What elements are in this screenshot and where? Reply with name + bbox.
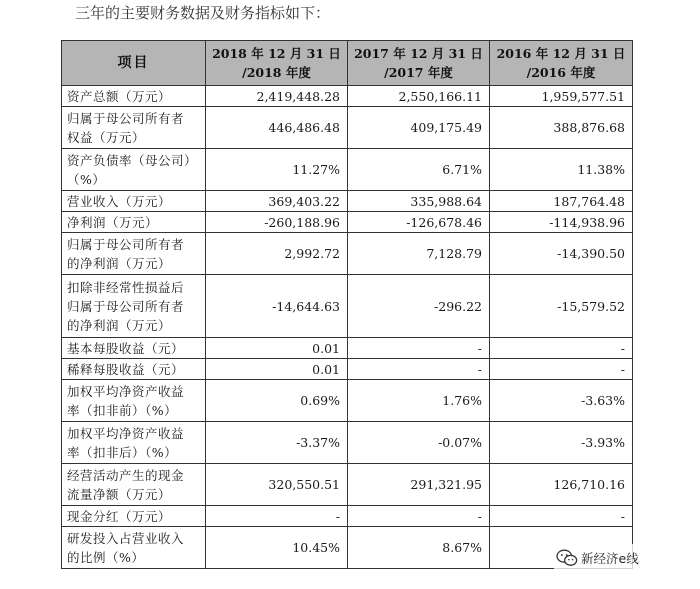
cell-2018: 0.01	[206, 359, 348, 380]
table-row	[62, 233, 633, 275]
cell-2018: -3.37%	[206, 422, 348, 464]
table-row	[62, 527, 633, 569]
row-label: 经营活动产生的现金 流量净额（万元）	[62, 464, 206, 506]
row-label: 稀释每股收益（元）	[62, 359, 206, 380]
wechat-icon	[556, 548, 578, 568]
row-label: 归属于母公司所有者 的净利润（万元）	[62, 233, 206, 275]
row-label: 加权平均净资产收益 率（扣非后）（%）	[62, 422, 206, 464]
cell-2017: -296.22	[348, 275, 490, 338]
cell-2018: 0.01	[206, 338, 348, 359]
watermark	[554, 544, 643, 572]
cell-2016: 187,764.48	[490, 191, 633, 212]
cell-2017: -126,678.46	[348, 212, 490, 233]
header-2016: 2016 年 12 月 31 日 /2016 年度	[490, 41, 633, 86]
cell-2017: 6.71%	[348, 149, 490, 191]
cell-2016: -	[490, 359, 633, 380]
cell-2018: 446,486.48	[206, 107, 348, 149]
row-label: 净利润（万元）	[62, 212, 206, 233]
cell-2016: 1,959,577.51	[490, 86, 633, 107]
cell-2017: -	[348, 338, 490, 359]
header-2018: 2018 年 12 月 31 日 /2018 年度	[206, 41, 348, 86]
table-row	[62, 338, 633, 359]
cell-2016: -14,390.50	[490, 233, 633, 275]
row-label: 营业收入（万元）	[62, 191, 206, 212]
row-label: 资产总额（万元）	[62, 86, 206, 107]
table-row	[62, 212, 633, 233]
cell-2016: 388,876.68	[490, 107, 633, 149]
row-label: 基本每股收益（元）	[62, 338, 206, 359]
cell-2018: 369,403.22	[206, 191, 348, 212]
cell-2017: 335,988.64	[348, 191, 490, 212]
cell-2016: 126,710.16	[490, 464, 633, 506]
cell-2017: -	[348, 506, 490, 527]
cell-2018: 10.45%	[206, 527, 348, 569]
row-label: 扣除非经常性损益后 归属于母公司所有者 的净利润（万元）	[62, 275, 206, 338]
cell-2018: 2,419,448.28	[206, 86, 348, 107]
cell-2017: 8.67%	[348, 527, 490, 569]
table-row	[62, 191, 633, 212]
cell-2018: 2,992.72	[206, 233, 348, 275]
cell-2017: -	[348, 359, 490, 380]
header-2017: 2017 年 12 月 31 日 /2017 年度	[348, 41, 490, 86]
cell-2018: 320,550.51	[206, 464, 348, 506]
cell-2018: 11.27%	[206, 149, 348, 191]
financial-table	[61, 40, 633, 569]
row-label: 研发投入占营业收入 的比例（%）	[62, 527, 206, 569]
watermark-text: 新经济e线	[581, 551, 639, 566]
cell-2017: -0.07%	[348, 422, 490, 464]
intro-text: 三年的主要财务数据及财务指标如下：	[75, 4, 331, 22]
table-row	[62, 86, 633, 107]
cell-2017: 2,550,166.11	[348, 86, 490, 107]
cell-2016: -3.93%	[490, 422, 633, 464]
cell-2018: 0.69%	[206, 380, 348, 422]
table-row	[62, 275, 633, 338]
cell-2016: -15,579.52	[490, 275, 633, 338]
cell-2017: 291,321.95	[348, 464, 490, 506]
row-label: 加权平均净资产收益 率（扣非前）（%）	[62, 380, 206, 422]
cell-2016: -	[490, 506, 633, 527]
row-label: 现金分红（万元）	[62, 506, 206, 527]
cell-2017: 7,128.79	[348, 233, 490, 275]
table-row	[62, 422, 633, 464]
cell-2016: -	[490, 338, 633, 359]
table-row	[62, 107, 633, 149]
table-row	[62, 464, 633, 506]
table-row	[62, 506, 633, 527]
cell-2018: -	[206, 506, 348, 527]
row-label: 归属于母公司所有者 权益（万元）	[62, 107, 206, 149]
cell-2017: 409,175.49	[348, 107, 490, 149]
header-item: 项目	[62, 41, 206, 86]
cell-2017: 1.76%	[348, 380, 490, 422]
table-row	[62, 380, 633, 422]
cell-2018: -260,188.96	[206, 212, 348, 233]
table-row	[62, 359, 633, 380]
cell-2016: 11.38%	[490, 149, 633, 191]
cell-2016: -114,938.96	[490, 212, 633, 233]
table-row	[62, 149, 633, 191]
header-row	[62, 41, 633, 86]
cell-2018: -14,644.63	[206, 275, 348, 338]
row-label: 资产负债率（母公司） （%）	[62, 149, 206, 191]
cell-2016: -3.63%	[490, 380, 633, 422]
